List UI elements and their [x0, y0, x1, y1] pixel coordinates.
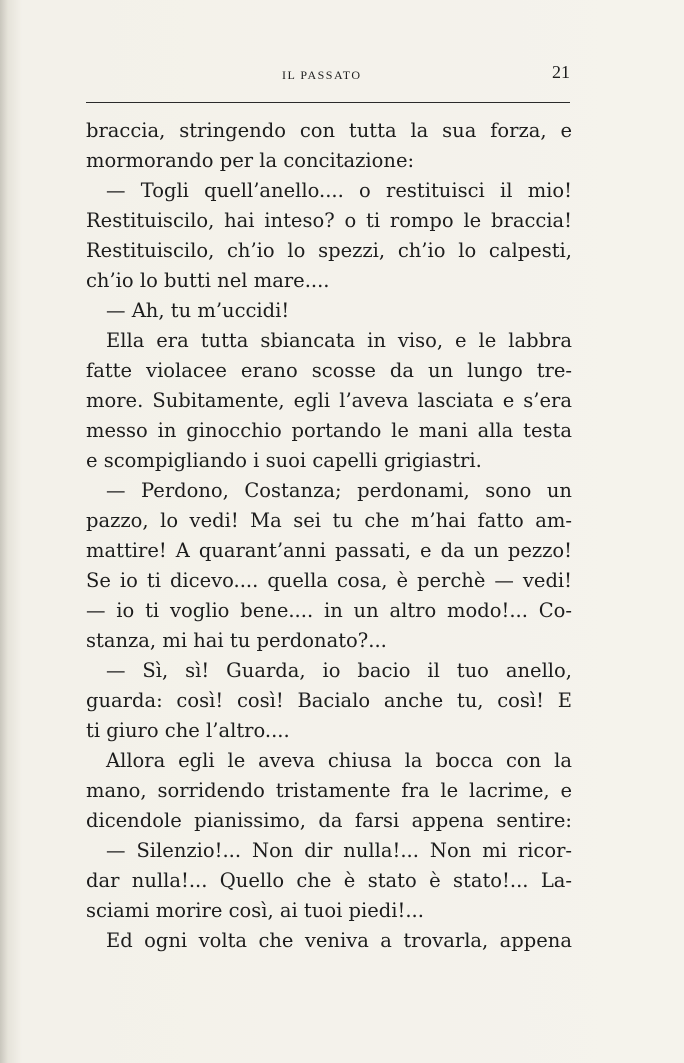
- text-line: pazzo, lo vedi! Ma sei tu che m’hai fatto am-: [86, 509, 572, 532]
- text-line: — io ti voglio bene.... in un altro modo!... Co-: [86, 599, 572, 622]
- page-number: 21: [552, 62, 570, 82]
- text-line: e scompigliando i suoi capelli grigiastri.: [86, 449, 482, 472]
- header-rule: [86, 102, 570, 103]
- text-line: mormorando per la concitazione:: [86, 149, 415, 172]
- text-line: mano, sorridendo tristamente fra le lacrime, e: [86, 779, 572, 802]
- text-line: — Ah, tu m’uccidi!: [106, 299, 290, 322]
- page-header: [86, 62, 570, 86]
- text-line: guarda: così! così! Bacialo anche tu, così! E: [86, 689, 572, 712]
- text-line: Ed ogni volta che veniva a trovarla, appena: [106, 929, 572, 952]
- text-line: sciami morire così, ai tuoi piedi!...: [86, 899, 424, 922]
- text-line: Allora egli le aveva chiusa la bocca con la: [106, 749, 572, 772]
- text-line: Restituiscilo, ch’io lo spezzi, ch’io lo calpesti,: [86, 239, 572, 262]
- text-line: messo in ginocchio portando le mani alla testa: [86, 419, 572, 442]
- text-line: mattire! A quarant’anni passati, e da un pezzo!: [86, 539, 572, 562]
- text-line: — Togli quell’anello.... o restituisci il mio!: [106, 179, 572, 202]
- text-line: Ella era tutta sbiancata in viso, e le labbra: [106, 329, 572, 352]
- text-line: — Sì, sì! Guarda, io bacio il tuo anello,: [106, 659, 572, 682]
- running-title: IL PASSATO: [282, 68, 362, 82]
- body-text: [86, 116, 572, 956]
- text-line: braccia, stringendo con tutta la sua forza, e: [86, 119, 572, 142]
- text-line: stanza, mi hai tu perdonato?...: [86, 629, 387, 652]
- text-line: ti giuro che l’altro....: [86, 719, 290, 742]
- text-line: dicendole pianissimo, da farsi appena sentire:: [86, 809, 572, 832]
- text-line: dar nulla!... Quello che è stato è stato!... La-: [86, 869, 572, 892]
- text-line: more. Subitamente, egli l’aveva lasciata e s’era: [86, 389, 572, 412]
- text-line: Restituiscilo, hai inteso? o ti rompo le braccia!: [86, 209, 572, 232]
- text-line: — Silenzio!... Non dir nulla!... Non mi ricor-: [106, 839, 572, 862]
- text-line: ch’io lo butti nel mare....: [86, 269, 330, 292]
- text-line: Se io ti dicevo.... quella cosa, è perchè — vedi!: [86, 569, 572, 592]
- text-line: — Perdono, Costanza; perdonami, sono un: [106, 479, 572, 502]
- text-line: fatte violacee erano scosse da un lungo tre-: [86, 359, 572, 382]
